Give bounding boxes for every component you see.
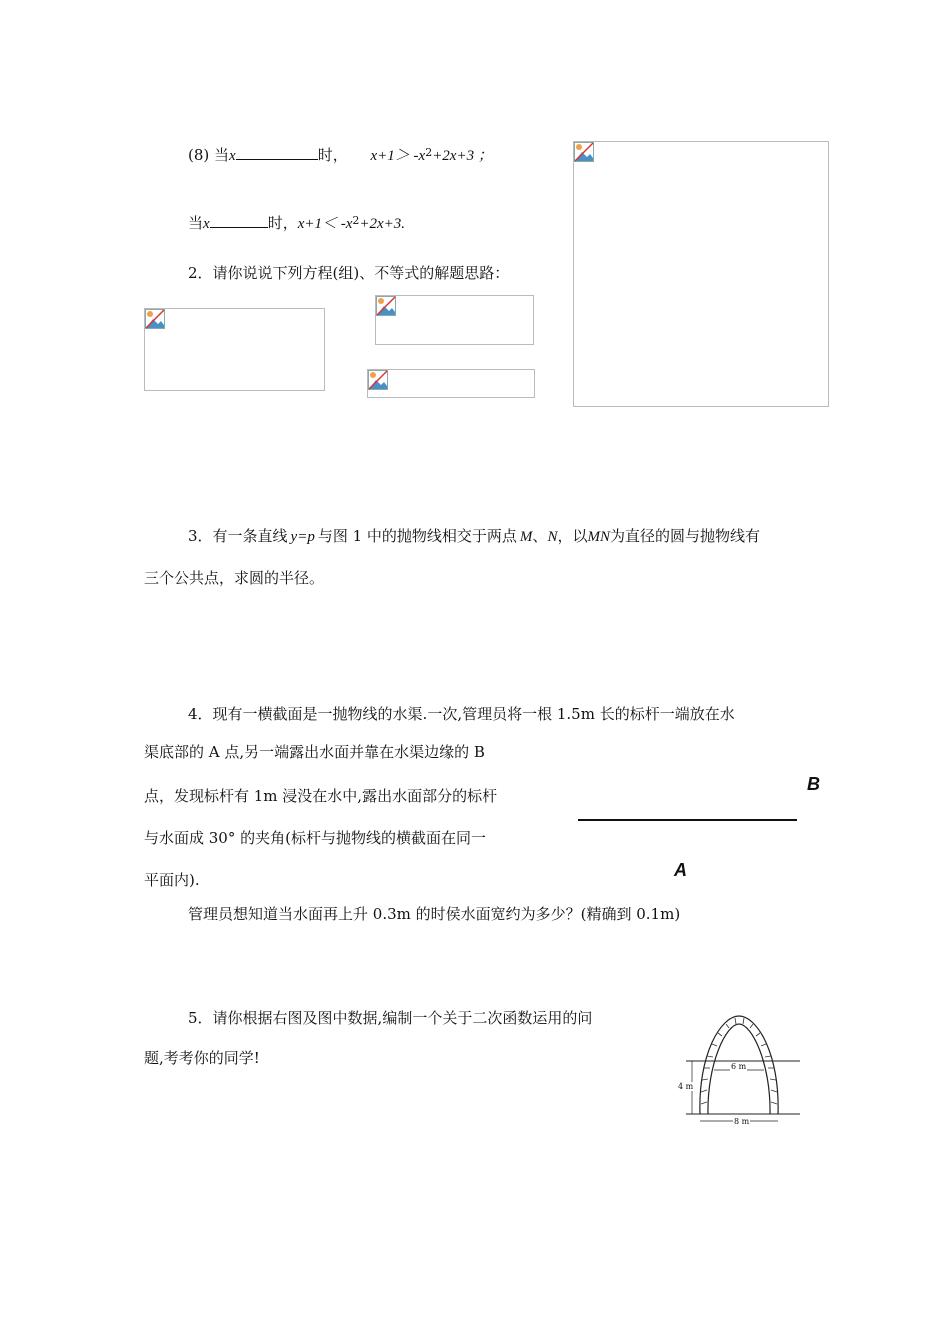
broken-image-icon: [376, 296, 396, 316]
broken-image-icon: [368, 370, 388, 390]
image-placeholder-left: [144, 308, 325, 391]
q8-line2: 当x 时，$x+1< -x^2+2x+3$.: [188, 214, 406, 232]
q4-line4: 与水面成 30° 的夹角(标杆与抛物线的横截面在同一: [144, 829, 486, 847]
q4-line1: 4．现有一横截面是一抛物线的水渠.一次,管理员将一根 1.5m 长的标杆一端放在水: [188, 705, 735, 723]
image-placeholder-right: [573, 141, 829, 407]
point-b-label: B: [807, 774, 820, 794]
q8-line1: (8) 当x 时， $x+1> -x^2+2x+3$ ；: [188, 146, 493, 164]
answer-blank-1[interactable]: [236, 145, 318, 160]
answer-blank-2[interactable]: [210, 213, 268, 228]
q4-line5: 平面内).: [144, 871, 200, 889]
q3-line1: 3．有一条直线 y=p 与图 1 中的抛物线相交于两点 M、N，以MN为直径的圆与抛物线有: [188, 527, 760, 545]
broken-image-icon: [145, 309, 165, 329]
parabolic-arch-figure: [676, 1014, 802, 1128]
q4-line3: 点，发现标杆有 1m 浸没在水中,露出水面部分的标杆: [144, 787, 498, 805]
arch-diagram: [676, 1014, 802, 1128]
point-a-label: A: [674, 860, 687, 880]
q5-line1: 5．请你根据右图及图中数据,编制一个关于二次函数运用的问: [188, 1009, 593, 1027]
q4-line2: 渠底部的 A 点,另一端露出水面并靠在水渠边缘的 B: [144, 743, 485, 761]
q2-text: 2．请你说说下列方程(组)、不等式的解题思路：: [188, 264, 510, 282]
q4-line6: 管理员想知道当水面再上升 0.3m 的时侯水面宽约为多少？(精确到 0.1m): [188, 905, 681, 923]
q3-line2: 三个公共点，求圆的半径。: [144, 569, 325, 587]
q5-line2: 题,考考你的同学!: [144, 1049, 260, 1067]
water-surface-line: [578, 819, 797, 821]
arch-width-top-label: 6 m: [731, 1062, 747, 1071]
image-placeholder-mid-top: [375, 295, 534, 345]
arch-height-label: 4 m: [678, 1082, 694, 1091]
arch-base-width-label: 8 m: [734, 1117, 750, 1126]
image-placeholder-mid-bottom: [367, 369, 535, 398]
broken-image-icon: [574, 142, 594, 162]
